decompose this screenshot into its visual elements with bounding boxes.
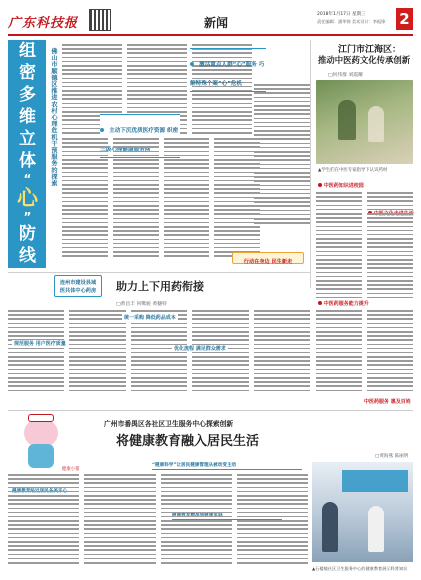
headline-char: 维 [19,107,36,127]
subhead-g-text: 中医药服务 惠及百姓 [364,399,411,405]
bullet-icon [100,128,104,132]
photo-figure [322,502,338,552]
date-line: 2018年1月17日 星期三 [317,12,366,17]
bottom-kicker: 广州市番禺区各社区卫生服务中心探索创新 [104,420,234,428]
mid-story-byline: □黄昌丰 何鹭骏 黄穗特 [116,302,167,307]
right-story-byline: □何伟群 刘霞耀 [328,73,363,78]
bullet-icon [318,301,322,305]
headline-char: ” [23,210,32,224]
editors-line: 责任编辑：潘华锦 美术设计：李振锋 [317,19,386,24]
masthead [8,8,413,34]
bullet-icon [190,62,194,66]
right-body-top [254,84,310,224]
photo-bottom-caption: ▲石楼镇社区卫生服务中心的健康教育展示科普知识 [312,566,408,571]
headline-char: 立 [19,129,36,149]
subhead-c [172,345,228,352]
page-number: 2 [399,10,410,28]
bottom-headline: 将健康教育融入居民生活 [116,434,260,449]
headline-char: 防 [19,224,36,244]
subhead-g [364,398,411,405]
mid-tag-bottom: 医共体中心药房 [59,288,97,294]
photo-top-caption: ▲学生们在中医专家指导下认识药材 [318,168,388,173]
mid-story-tag [54,275,102,297]
masthead-rule [8,34,413,36]
mascot-hat [28,414,54,422]
photo-figure [368,506,384,552]
page-number-badge [396,8,413,30]
mid-story-rule [8,272,310,273]
subhead-a [122,314,178,321]
right-body-mid [316,192,413,298]
bullet-icon [318,183,322,187]
mid-body [8,310,310,391]
subhead-b-text: 规范服务 用户医疗质量 [14,341,66,347]
mascot-body [28,444,54,468]
photo-figure [368,106,384,142]
mid-story-headline: 助力上下用药衔接 [116,280,204,293]
photo-health-education [312,462,413,562]
lead-body-bottom [62,138,260,257]
bottom-body [8,474,308,564]
photo-banner [342,470,408,492]
headline-char: 组 [19,41,36,61]
pullquote-right-text: 激活重点人群“心”服务 巧解特殊个案“心”危机 [190,62,265,87]
subhead-b [12,340,68,347]
headline-char: 多 [19,85,36,105]
right-story-title-1: 江门市江海区： [338,45,402,55]
subhead-d-text: 中医药知识进校园 [323,183,364,189]
action-badge-label: 行动在身边 民生新走 [243,259,293,265]
mascot-illustration [10,414,72,474]
headline-char: 线 [19,246,36,266]
bottom-section-b [152,462,302,470]
right-story-title-2: 推动中医药文化传承创新 [318,55,411,65]
lead-kicker: 佛山市顺德区推进农村心理危机干预服务的探索 [50,48,57,187]
headline-char: 体 [19,151,36,171]
mid-tag-top: 连州市建设县域 [59,280,97,286]
bottom-section-b-text: “健康科学”让居民健康管理从被动变主动 [152,463,237,468]
newspaper-logo: 广东科技报 [8,16,79,31]
right-body-lower [316,310,413,391]
subhead-d [318,182,364,189]
section-title: 新闻 [204,16,229,30]
action-badge [232,252,304,264]
lead-headline [9,42,46,266]
subhead-a-text: 统一采购 降低药品成本 [124,315,176,321]
subhead-f-text: 中医药服务能力提升 [323,301,369,307]
subhead-f [318,300,369,307]
headline-char: 心 [17,186,38,210]
qr-code-icon [90,10,110,30]
photo-students-herbs [316,80,413,164]
subhead-c-text: 优化流程 满足群众需求 [174,346,226,352]
photo-figure [338,100,356,140]
bottom-story-rule [8,410,413,411]
bottom-byline: □黄海燕 陈丽明 [375,454,409,459]
pullquote-left-text: 主动下沉优质医疗资源 织密三级心 [100,128,179,153]
column-divider [310,40,311,288]
mascot-label: 健康小猪 [62,467,80,472]
headline-char: “ [23,172,32,186]
headline-char: 密 [19,63,36,83]
